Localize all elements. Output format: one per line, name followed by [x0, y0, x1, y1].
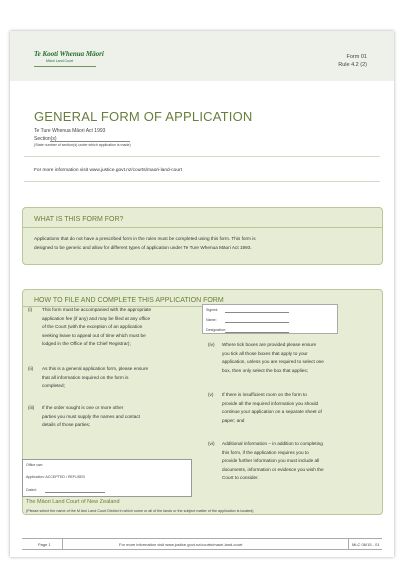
- footer-divider: [62, 539, 63, 550]
- instruction-item-i: [28, 306, 208, 352]
- item-line: As this is a general application form, please ensure: [42, 366, 149, 371]
- form-code: MLC 06/15 - 01: [352, 542, 380, 547]
- item-line: parties you must supply the names and contact: [42, 413, 140, 419]
- how-box-heading: HOW TO FILE AND COMPLETE THIS APPLICATION FORM: [34, 297, 224, 304]
- section-label: Section(s): [34, 136, 57, 142]
- item-line: this form, if the application requires you to: [222, 449, 309, 455]
- page-title: GENERAL FORM OF APPLICATION: [34, 109, 253, 124]
- logo-divider: [34, 66, 96, 67]
- form-number: Form 01: [346, 54, 367, 60]
- item-line: application fee (if any) and may be filed at any office: [42, 315, 151, 321]
- what-box-line-1: Applications that do not have a prescribed form in the rules must be completed using this form. This form is: [34, 236, 256, 241]
- court-district-note: (Please select the name of the M āori Land Court District in which some or all of the lands or the subject matter of the application is located): [26, 509, 254, 513]
- instruction-item-iv: [208, 341, 378, 377]
- office-use-label: Office use:: [26, 463, 44, 467]
- what-box-rule: [23, 227, 382, 228]
- item-line: seeking leave to appeal out of time which must be: [42, 332, 146, 338]
- act-name: Te Ture Whenua Māori Act 1993: [34, 128, 106, 134]
- name-label: Name:: [206, 318, 217, 322]
- name-field[interactable]: [225, 322, 289, 323]
- footer-divider: [348, 539, 349, 550]
- item-line: Where tick boxes are provided please ensure: [222, 342, 317, 347]
- section-input-line[interactable]: [50, 141, 130, 142]
- item-line: paper; and: [222, 417, 245, 423]
- item-line: application, unless you are required to select one: [222, 359, 324, 365]
- instruction-item-vi: [208, 440, 378, 485]
- office-dated-field[interactable]: [45, 492, 105, 493]
- item-line: box, then only select the box that applies;: [222, 367, 308, 373]
- item-line: details of those parties;: [42, 422, 91, 428]
- instruction-item-v: [208, 391, 378, 427]
- item-line: If there is insufficient room on the form to: [222, 392, 307, 397]
- item-line: provide further information you must include all: [222, 458, 320, 464]
- item-line: of the Court (with the exception of an application: [42, 324, 143, 330]
- signed-field[interactable]: [225, 312, 289, 313]
- item-line: documents, information or evidence you wish the: [222, 466, 324, 472]
- office-dated-label: Dated:: [26, 488, 37, 492]
- instruction-item-iii: [28, 404, 208, 431]
- divider-top: [24, 156, 380, 157]
- form-rule: Rule 4.2 (2): [338, 61, 367, 68]
- item-line: Court to consider.: [222, 475, 259, 481]
- item-number: (vi): [208, 441, 215, 446]
- designation-field[interactable]: [225, 332, 289, 333]
- what-is-this-form-box: [22, 207, 383, 265]
- page-footer: [22, 538, 382, 550]
- more-info-link[interactable]: For more information visit www.justice.govt.nz/courts/maori-land-court: [34, 168, 182, 173]
- item-line: This form must be accompanied with the appropriate: [42, 307, 152, 312]
- item-number: (v): [208, 392, 214, 397]
- item-line: completed;: [42, 383, 65, 389]
- item-number: (ii): [28, 366, 34, 371]
- instruction-item-ii: [28, 365, 208, 392]
- designation-label: Designation:: [206, 328, 226, 332]
- logo-sub-text: Māori Land Court: [46, 59, 74, 63]
- signature-box: [202, 304, 338, 334]
- signed-label: Signed:: [206, 308, 219, 312]
- what-box-heading: WHAT IS THIS FORM FOR?: [34, 216, 124, 223]
- section-note: (State number of section(s) under which application is made): [34, 143, 131, 147]
- item-line: provide all the required information you should: [222, 400, 319, 406]
- item-line: that all information required on the form is: [42, 374, 129, 380]
- item-line: continue your application on a separate sheet of: [222, 409, 322, 415]
- court-name: The Māori Land Court of New Zealand: [26, 499, 120, 505]
- logo-main-text: Te Kooti Whenua Māori: [34, 50, 104, 58]
- item-number: (iv): [208, 342, 215, 347]
- item-line: you tick all those boxes that apply to your: [222, 350, 308, 356]
- item-line: If the order sought is one or more other: [42, 405, 124, 410]
- item-line: lodged in the Office of the Chief Registrar);: [42, 341, 131, 347]
- page-number: Page 1: [38, 542, 51, 547]
- form-identifier: [338, 54, 367, 69]
- item-number: (i): [28, 307, 33, 312]
- divider-bottom: [24, 181, 380, 182]
- court-logo: [34, 50, 104, 63]
- what-box-line-2: designed to be generic and allow for different types of application under Te Ture Whenua Māori Act 1993.: [34, 245, 252, 250]
- footer-more-info[interactable]: For more information visit www.justice.govt.nz/courts/maori-land-court: [119, 542, 243, 547]
- item-number: (iii): [28, 405, 35, 410]
- item-line: Additional information – in addition to completing: [222, 441, 323, 446]
- office-application-status[interactable]: Application: ACCEPTED / REFUSED: [26, 475, 86, 479]
- office-use-box: [22, 459, 192, 497]
- form-page: [10, 31, 394, 557]
